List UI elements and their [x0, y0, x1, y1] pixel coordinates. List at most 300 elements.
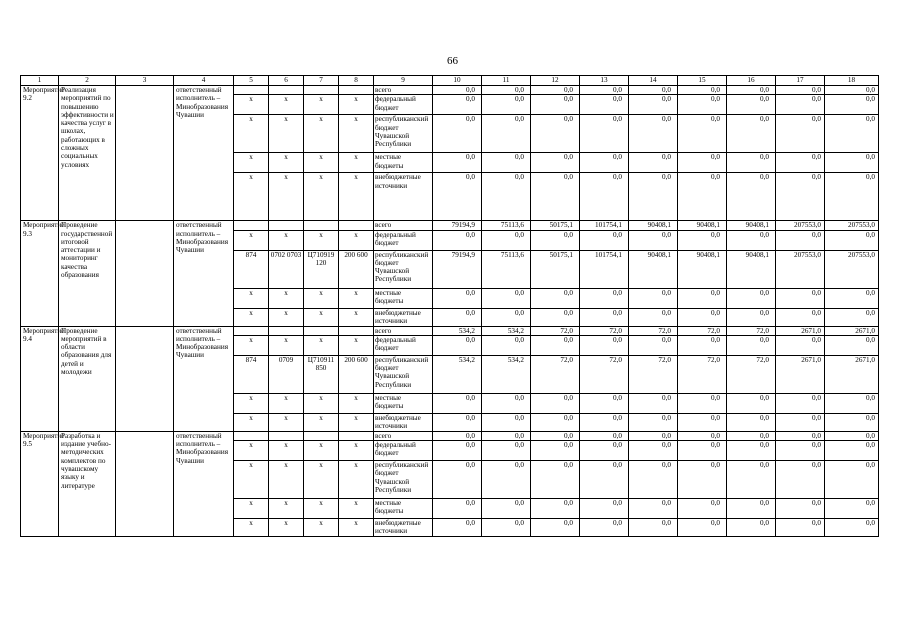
funding-value: 0,0 [678, 499, 727, 519]
column-header: 7 [304, 76, 339, 86]
budget-code-grbs: x [234, 153, 269, 173]
funding-value: 0,0 [825, 393, 879, 413]
funding-value: 0,0 [629, 230, 678, 250]
funding-value: 0,0 [531, 413, 580, 431]
budget-code-section [269, 431, 304, 440]
budget-code-grbs: x [234, 519, 269, 537]
funding-value: 0,0 [825, 115, 879, 153]
funding-value: 0,0 [433, 308, 482, 326]
measure-name: Проведение государственной итоговой аттестации и мониторинг качества образования [59, 221, 116, 326]
funding-value: 72,0 [727, 355, 776, 393]
budget-code-grbs: x [234, 393, 269, 413]
funding-value: 0,0 [433, 230, 482, 250]
budget-code-section [269, 326, 304, 335]
budget-code-target: Ц710919 120 [304, 250, 339, 288]
table-row [21, 326, 879, 335]
funding-value: 0,0 [433, 95, 482, 115]
funding-value: 0,0 [678, 431, 727, 440]
budget-code-section: x [269, 519, 304, 537]
funding-value: 0,0 [531, 441, 580, 461]
funding-value: 2671,0 [825, 355, 879, 393]
funding-value: 0,0 [482, 86, 531, 95]
funding-value: 0,0 [433, 173, 482, 221]
funding-value: 0,0 [776, 153, 825, 173]
funding-value: 0,0 [629, 288, 678, 308]
funding-value: 0,0 [433, 461, 482, 499]
funding-value: 0,0 [629, 499, 678, 519]
funding-source: федеральный бюджет [374, 230, 433, 250]
funding-value: 0,0 [482, 173, 531, 221]
budget-code-target: x [304, 115, 339, 153]
funding-value: 0,0 [580, 413, 629, 431]
budget-code-section: 0709 [269, 355, 304, 393]
budget-code-grbs: 874 [234, 250, 269, 288]
funding-value: 0,0 [531, 519, 580, 537]
budget-code-target [304, 86, 339, 95]
funding-value: 0,0 [433, 499, 482, 519]
budget-code-expense: x [339, 393, 374, 413]
funding-value: 0,0 [531, 86, 580, 95]
page-number: 66 [447, 55, 458, 67]
funding-value: 0,0 [678, 95, 727, 115]
budget-code-grbs: x [234, 335, 269, 355]
funding-value: 0,0 [433, 431, 482, 440]
funding-value: 0,0 [727, 431, 776, 440]
funding-value: 72,0 [678, 355, 727, 393]
funding-value: 0,0 [825, 230, 879, 250]
funding-value: 0,0 [678, 335, 727, 355]
funding-value: 0,0 [727, 173, 776, 221]
budget-code-grbs: x [234, 230, 269, 250]
budget-code-target: x [304, 153, 339, 173]
funding-value: 0,0 [531, 461, 580, 499]
funding-value: 79194,9 [433, 250, 482, 288]
funding-value: 0,0 [629, 173, 678, 221]
funding-value: 0,0 [825, 431, 879, 440]
budget-code-grbs: 874 [234, 355, 269, 393]
column-header: 5 [234, 76, 269, 86]
funding-value: 0,0 [580, 86, 629, 95]
budget-code-target: x [304, 413, 339, 431]
funding-value: 207553,0 [825, 250, 879, 288]
funding-value: 0,0 [678, 393, 727, 413]
funding-value: 0,0 [531, 173, 580, 221]
measure-code: Мероприятие 9.3 [21, 221, 59, 326]
funding-source: всего [374, 431, 433, 440]
funding-value: 0,0 [727, 335, 776, 355]
column-header: 17 [776, 76, 825, 86]
funding-value: 0,0 [776, 308, 825, 326]
funding-value: 0,0 [776, 95, 825, 115]
budget-code-expense: x [339, 230, 374, 250]
funding-value: 0,0 [580, 431, 629, 440]
budget-code-section: x [269, 153, 304, 173]
budget-code-target: x [304, 230, 339, 250]
funding-value: 90408,1 [727, 250, 776, 288]
budget-code-target [304, 431, 339, 440]
funding-value: 0,0 [482, 115, 531, 153]
funding-value: 0,0 [629, 95, 678, 115]
funding-value: 72,0 [580, 326, 629, 335]
funding-value: 0,0 [531, 431, 580, 440]
funding-value: 0,0 [727, 413, 776, 431]
funding-value: 0,0 [580, 153, 629, 173]
table-row [21, 431, 879, 440]
funding-value: 0,0 [531, 288, 580, 308]
budget-code-target: x [304, 173, 339, 221]
funding-value: 0,0 [678, 519, 727, 537]
funding-value: 0,0 [727, 115, 776, 153]
funding-value: 72,0 [629, 326, 678, 335]
funding-value: 0,0 [531, 153, 580, 173]
funding-value: 0,0 [531, 335, 580, 355]
budget-code-section: x [269, 308, 304, 326]
budget-code-grbs: x [234, 308, 269, 326]
budget-code-expense: x [339, 441, 374, 461]
column-header: 11 [482, 76, 531, 86]
budget-code-target: x [304, 499, 339, 519]
funding-value: 0,0 [727, 308, 776, 326]
funding-value: 79194,9 [433, 221, 482, 230]
funding-value: 0,0 [482, 335, 531, 355]
funding-value: 0,0 [825, 95, 879, 115]
funding-value: 534,2 [433, 355, 482, 393]
funding-value: 0,0 [727, 519, 776, 537]
budget-code-grbs [234, 221, 269, 230]
budget-code-section: x [269, 288, 304, 308]
funding-value: 0,0 [482, 308, 531, 326]
budget-code-target: x [304, 95, 339, 115]
funding-value: 0,0 [629, 86, 678, 95]
funding-source: федеральный бюджет [374, 335, 433, 355]
column-header: 4 [174, 76, 234, 86]
funding-value: 0,0 [482, 519, 531, 537]
budget-code-grbs [234, 326, 269, 335]
funding-value: 0,0 [629, 115, 678, 153]
funding-value: 0,0 [433, 519, 482, 537]
funding-value: 0,0 [531, 308, 580, 326]
measure-code: Мероприятие 9.5 [21, 431, 59, 536]
funding-source: местные бюджеты [374, 499, 433, 519]
budget-code-expense: 200 600 [339, 250, 374, 288]
funding-value: 0,0 [825, 86, 879, 95]
budget-code-expense: x [339, 173, 374, 221]
funding-value: 0,0 [433, 335, 482, 355]
funding-source: республиканский бюджет Чувашской Республики [374, 115, 433, 153]
measure-col3 [116, 431, 174, 536]
funding-value: 0,0 [825, 519, 879, 537]
funding-value: 0,0 [727, 230, 776, 250]
funding-value: 0,0 [825, 461, 879, 499]
budget-code-grbs: x [234, 95, 269, 115]
measure-col3 [116, 86, 174, 221]
budget-code-section: x [269, 95, 304, 115]
budget-code-section: x [269, 335, 304, 355]
column-header: 14 [629, 76, 678, 86]
funding-value: 0,0 [531, 499, 580, 519]
funding-source: местные бюджеты [374, 393, 433, 413]
measure-col3 [116, 221, 174, 326]
budget-code-section: x [269, 173, 304, 221]
funding-value: 90408,1 [629, 250, 678, 288]
measure-code: Мероприятие 9.2 [21, 86, 59, 221]
table-row [21, 86, 879, 95]
funding-value: 0,0 [482, 153, 531, 173]
funding-value: 72,0 [678, 326, 727, 335]
funding-value: 0,0 [629, 431, 678, 440]
funding-value: 90408,1 [727, 221, 776, 230]
column-header: 12 [531, 76, 580, 86]
funding-value: 0,0 [825, 499, 879, 519]
funding-value: 0,0 [678, 115, 727, 153]
funding-value: 0,0 [580, 173, 629, 221]
funding-value: 0,0 [776, 499, 825, 519]
budget-code-grbs: x [234, 288, 269, 308]
budget-code-expense: 200 600 [339, 355, 374, 393]
budget-code-expense: x [339, 499, 374, 519]
budget-code-grbs: x [234, 173, 269, 221]
funding-value: 0,0 [629, 308, 678, 326]
funding-value: 0,0 [433, 413, 482, 431]
budget-code-target: x [304, 335, 339, 355]
budget-code-section: x [269, 499, 304, 519]
budget-code-target: x [304, 461, 339, 499]
funding-value: 2671,0 [776, 355, 825, 393]
budget-code-expense: x [339, 519, 374, 537]
column-header: 15 [678, 76, 727, 86]
funding-value: 0,0 [678, 441, 727, 461]
measure-code: Мероприятие 9.4 [21, 326, 59, 431]
measure-name: Проведение мероприятий в области образования для детей и молодежи [59, 326, 116, 431]
funding-source: местные бюджеты [374, 288, 433, 308]
budget-code-grbs [234, 431, 269, 440]
budget-code-expense: x [339, 95, 374, 115]
budget-code-target: x [304, 441, 339, 461]
budget-code-expense: x [339, 413, 374, 431]
funding-value: 101754,1 [580, 221, 629, 230]
measure-executor: ответственный исполнитель – Минобразования Чувашии [174, 431, 234, 536]
budget-code-expense [339, 326, 374, 335]
budget-code-section: x [269, 461, 304, 499]
funding-value: 534,2 [482, 355, 531, 393]
measure-name: Реализация мероприятий по повышению эффективности и качества услуг в школах, работающих в сложных социальных условиях [59, 86, 116, 221]
funding-value: 90408,1 [678, 221, 727, 230]
funding-value: 0,0 [580, 115, 629, 153]
funding-value: 0,0 [678, 461, 727, 499]
funding-value: 0,0 [776, 86, 825, 95]
budget-code-expense: x [339, 335, 374, 355]
funding-value: 0,0 [482, 288, 531, 308]
budget-code-expense: x [339, 153, 374, 173]
measure-col3 [116, 326, 174, 431]
funding-source: местные бюджеты [374, 153, 433, 173]
funding-value: 207553,0 [776, 250, 825, 288]
budget-code-expense [339, 431, 374, 440]
funding-value: 90408,1 [629, 221, 678, 230]
budget-code-target: x [304, 308, 339, 326]
funding-value: 0,0 [776, 173, 825, 221]
budget-code-target: x [304, 393, 339, 413]
funding-value: 0,0 [580, 519, 629, 537]
funding-source: федеральный бюджет [374, 441, 433, 461]
funding-value: 0,0 [580, 230, 629, 250]
funding-value: 0,0 [776, 230, 825, 250]
funding-value: 50175,1 [531, 221, 580, 230]
funding-value: 0,0 [825, 288, 879, 308]
funding-value: 0,0 [727, 86, 776, 95]
budget-code-target: x [304, 519, 339, 537]
column-header: 18 [825, 76, 879, 86]
funding-value: 0,0 [825, 308, 879, 326]
funding-value: 0,0 [531, 393, 580, 413]
funding-value: 0,0 [433, 288, 482, 308]
funding-value: 75113,6 [482, 221, 531, 230]
funding-value: 0,0 [727, 95, 776, 115]
funding-value: 0,0 [482, 413, 531, 431]
funding-value: 0,0 [678, 86, 727, 95]
funding-value: 534,2 [482, 326, 531, 335]
column-header: 2 [59, 76, 116, 86]
budget-code-target [304, 221, 339, 230]
funding-value: 0,0 [825, 335, 879, 355]
budget-code-section: x [269, 441, 304, 461]
funding-source: внебюджетные источники [374, 413, 433, 431]
funding-value: 0,0 [629, 335, 678, 355]
funding-value: 207553,0 [825, 221, 879, 230]
funding-value: 0,0 [433, 441, 482, 461]
funding-value: 0,0 [776, 413, 825, 431]
funding-value: 0,0 [776, 461, 825, 499]
column-header: 1 [21, 76, 59, 86]
funding-value: 0,0 [678, 288, 727, 308]
funding-value: 0,0 [825, 153, 879, 173]
funding-source: всего [374, 221, 433, 230]
budget-code-target: x [304, 288, 339, 308]
funding-value: 0,0 [678, 230, 727, 250]
column-header: 8 [339, 76, 374, 86]
funding-value: 0,0 [727, 499, 776, 519]
budget-code-expense [339, 86, 374, 95]
budget-code-grbs [234, 86, 269, 95]
funding-value: 0,0 [727, 153, 776, 173]
funding-value: 72,0 [727, 326, 776, 335]
funding-value: 0,0 [580, 393, 629, 413]
funding-value: 0,0 [482, 499, 531, 519]
funding-value: 0,0 [482, 393, 531, 413]
funding-value: 0,0 [825, 413, 879, 431]
funding-value: 2671,0 [776, 326, 825, 335]
funding-value: 0,0 [580, 95, 629, 115]
header-row [21, 76, 879, 86]
funding-value: 50175,1 [531, 250, 580, 288]
funding-value: 0,0 [678, 173, 727, 221]
funding-value: 0,0 [629, 393, 678, 413]
funding-value: 0,0 [580, 441, 629, 461]
funding-value: 0,0 [580, 308, 629, 326]
funding-source: республиканский бюджет Чувашской Республики [374, 250, 433, 288]
funding-value: 0,0 [629, 413, 678, 431]
budget-code-grbs: x [234, 499, 269, 519]
column-header: 13 [580, 76, 629, 86]
funding-value: 2671,0 [825, 326, 879, 335]
funding-value: 0,0 [433, 115, 482, 153]
funding-value: 0,0 [531, 95, 580, 115]
funding-source: внебюджетные источники [374, 308, 433, 326]
funding-source: внебюджетные источники [374, 173, 433, 221]
funding-value: 72,0 [531, 355, 580, 393]
funding-value: 0,0 [531, 115, 580, 153]
funding-source: внебюджетные источники [374, 519, 433, 537]
funding-value: 0,0 [776, 519, 825, 537]
funding-value: 0,0 [629, 441, 678, 461]
column-header: 3 [116, 76, 174, 86]
funding-value: 0,0 [678, 308, 727, 326]
funding-source: всего [374, 326, 433, 335]
budget-code-grbs: x [234, 441, 269, 461]
measure-executor: ответственный исполнитель – Минобразования Чувашии [174, 86, 234, 221]
budget-table [20, 75, 879, 537]
funding-value: 0,0 [776, 393, 825, 413]
funding-value: 0,0 [776, 335, 825, 355]
funding-value: 0,0 [727, 441, 776, 461]
funding-value: 0,0 [678, 413, 727, 431]
funding-value: 0,0 [727, 393, 776, 413]
column-header: 16 [727, 76, 776, 86]
funding-value: 90408,1 [678, 250, 727, 288]
funding-value: 534,2 [433, 326, 482, 335]
funding-value: 0,0 [482, 461, 531, 499]
funding-value: 75113,6 [482, 250, 531, 288]
funding-value: 0,0 [580, 288, 629, 308]
column-header: 6 [269, 76, 304, 86]
funding-value: 0,0 [825, 173, 879, 221]
table-body [21, 86, 879, 537]
column-header: 9 [374, 76, 433, 86]
budget-code-grbs: x [234, 115, 269, 153]
funding-value: 0,0 [580, 499, 629, 519]
budget-code-section: 0702 0703 [269, 250, 304, 288]
funding-value: 0,0 [776, 288, 825, 308]
table-row [21, 221, 879, 230]
funding-value: 0,0 [433, 393, 482, 413]
funding-value: 0,0 [580, 335, 629, 355]
funding-value: 0,0 [825, 441, 879, 461]
measure-executor: ответственный исполнитель – Минобразования Чувашии [174, 326, 234, 431]
funding-value: 0,0 [580, 461, 629, 499]
measure-executor: ответственный исполнитель – Минобразования Чувашии [174, 221, 234, 326]
funding-value: 0,0 [727, 461, 776, 499]
budget-code-target [304, 326, 339, 335]
budget-code-expense: x [339, 288, 374, 308]
budget-code-expense: x [339, 308, 374, 326]
funding-value: 0,0 [776, 115, 825, 153]
budget-code-target: Ц710911 850 [304, 355, 339, 393]
budget-code-section [269, 221, 304, 230]
funding-source: республиканский бюджет Чувашской Республики [374, 461, 433, 499]
funding-value: 101754,1 [580, 250, 629, 288]
funding-value: 0,0 [776, 441, 825, 461]
measure-name: Разработка и издание учебно-методических комплектов по чувашскому языку и литературе [59, 431, 116, 536]
funding-value: 207553,0 [776, 221, 825, 230]
funding-source: федеральный бюджет [374, 95, 433, 115]
funding-value: 0,0 [433, 153, 482, 173]
funding-value: 0,0 [629, 461, 678, 499]
budget-code-section: x [269, 393, 304, 413]
budget-code-expense [339, 221, 374, 230]
funding-source: всего [374, 86, 433, 95]
budget-code-grbs: x [234, 461, 269, 499]
budget-code-section: x [269, 413, 304, 431]
